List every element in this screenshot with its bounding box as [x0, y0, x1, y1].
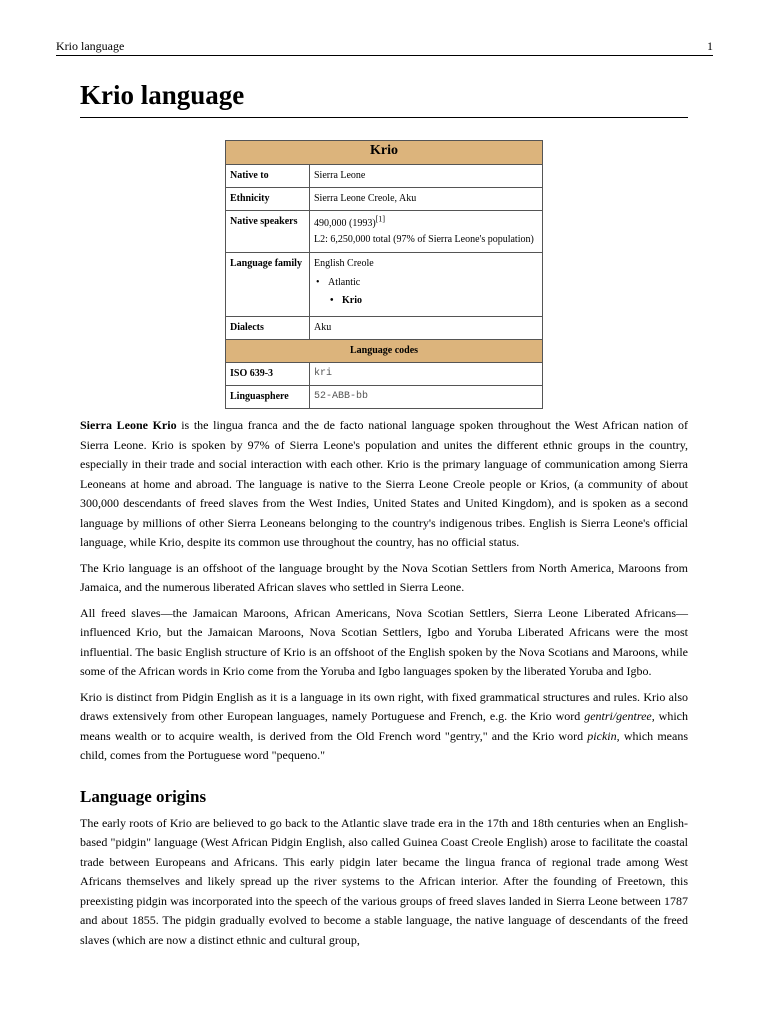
- infobox-value: Aku: [310, 317, 543, 340]
- family-tree: [314, 276, 538, 307]
- article-body: [80, 416, 688, 956]
- infobox-row-ethnicity: [226, 188, 543, 211]
- running-head-title: Krio language: [56, 39, 125, 53]
- paragraph-text: which means child, comes from the Portuguese word "pequeno.": [80, 728, 689, 762]
- paragraph: All freed slaves—the Jamaican Maroons, African Americans, Nova Scotian Settlers, Sierra Leone Liberated Africans—influenced Krio, but the Jamaican Maroons, Nova Scotian Settlers, Igbo and Yoruba Liberated Africans were the most influential. The basic English structure of Krio is an offshoot of the English spoken by the Nova Scotians and Maroons, while some of the African words in Krio come from the Yoruba and Igbo languages spoken by the liberated Yoruba and Igbo.: [80, 605, 688, 678]
- reference-link[interactable]: [1]: [375, 214, 385, 224]
- infobox-label: Dialects: [226, 317, 310, 340]
- running-head: [56, 38, 713, 56]
- infobox-value: [310, 211, 543, 253]
- infobox-row-native-to: [226, 165, 543, 188]
- infobox-label: Linguasphere: [226, 386, 310, 409]
- language-codes-header: Language codes: [226, 340, 543, 363]
- infobox-row-native-speakers: [226, 211, 543, 253]
- italic-term: gentri/gentree,: [584, 709, 655, 723]
- family-root: English Creole: [314, 258, 374, 269]
- infobox-header: Krio: [226, 141, 543, 165]
- page-title: Krio language: [80, 78, 688, 118]
- paragraph: The Krio language is an offshoot of the language brought by the Nova Scotian Settlers from North America, Maroons from Jamaica, and the numerous liberated African slaves who settled in Sierra Leone.: [80, 560, 688, 594]
- infobox-value: [310, 253, 543, 317]
- infobox-value: Sierra Leone: [310, 165, 543, 188]
- infobox-value: Sierra Leone Creole, Aku: [310, 188, 543, 211]
- paragraph-text: which means wealth or to acquire wealth, is derived from the Old French word "gentry," and the Krio word: [80, 709, 688, 743]
- infobox-row-linguasphere: [226, 386, 543, 409]
- speakers-l2: L2: 6,250,000 total (97% of Sierra Leone's population): [314, 234, 534, 245]
- paragraph-text: Krio is distinct from Pidgin English as it is a language in its own right, with fixed grammatical structures and rules. Krio also draws extensively from other European languages, namely Portuguese and French, e.g. the Krio word: [80, 689, 688, 723]
- page-number: 1: [707, 39, 713, 53]
- paragraph-text: is the lingua franca and the de facto national language spoken throughout the West African nation of Sierra Leone. Krio is spoken by 97% of Sierra Leone's population and unites the different ethnic groups in the country, especially in their trade and social interaction with each other. Krio is the primary language of communication among Sierra Leoneans at home and abroad. The language is native to the Sierra Leone Creole people or Krios, (a community of about 300,000 descendants of freed slaves from the West Indies, United States and United Kingdom), and is spoken as a second language by millions of other Sierra Leoneans belonging to the country's indigenous tribes. English is Sierra Leone's official language, while Krio, despite its common use throughout the country, has no official status.: [80, 418, 688, 549]
- infobox-label: Native to: [226, 165, 310, 188]
- infobox-row-iso: [226, 363, 543, 386]
- lead-term: Sierra Leone Krio: [80, 418, 177, 432]
- infobox-row-language-family: [226, 253, 543, 317]
- paragraph: [80, 688, 688, 766]
- family-branch: • Atlantic: [314, 276, 538, 289]
- section-heading: Language origins: [80, 786, 207, 806]
- infobox-label: ISO 639-3: [226, 363, 310, 386]
- paragraph: The early roots of Krio are believed to go back to the Atlantic slave trade era in the 17th and 18th centuries when an English-based "pidgin" language (West African Pidgin English, also called Guinea Coast Creole English) arose to facilitate the coastal trade between Europeans and Africans. This early pidgin later became the lingua franca of regional trade among West Africans themselves and likely spread up the river systems to the African interior. After the founding of Freetown, this preexisting pidgin was incorporated into the speech of the various groups of freed slaves landed in Sierra Leone between 1787 and about 1855. The pidgin gradually evolved to become a stable language, the native language of descendants of the freed slaves (which are now a distinct ethnic and cultural group,: [80, 815, 688, 947]
- paragraph: [80, 416, 688, 553]
- infobox-row-dialects: [226, 317, 543, 340]
- iso-code: kri: [310, 363, 543, 386]
- linguasphere-code: 52-ABB-bb: [310, 386, 543, 409]
- family-leaf: • Krio: [328, 294, 538, 307]
- infobox: [225, 140, 543, 409]
- infobox-label: Language family: [226, 253, 310, 317]
- infobox-label: Native speakers: [226, 211, 310, 253]
- italic-term: pickin,: [587, 728, 620, 743]
- infobox-label: Ethnicity: [226, 188, 310, 211]
- speakers-count: 490,000 (1993): [314, 218, 376, 229]
